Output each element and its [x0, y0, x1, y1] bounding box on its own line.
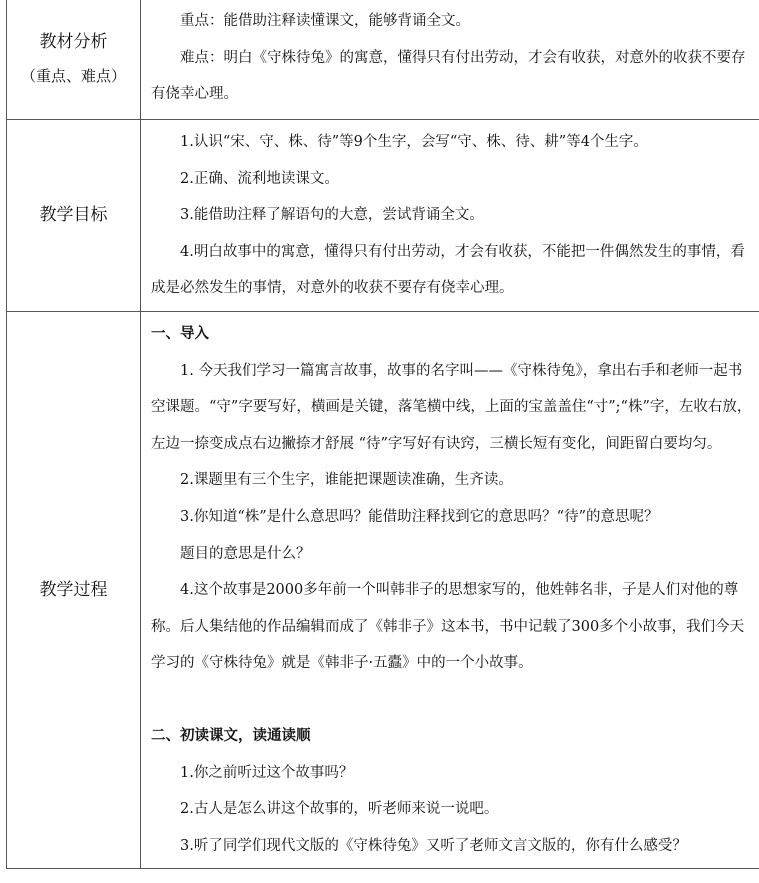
analysis-row	[7, 0, 759, 120]
process-paragraph: 1.你之前听过这个故事吗？	[180, 764, 354, 781]
analysis-label: 教材分析	[39, 32, 108, 52]
process-row	[7, 311, 759, 868]
key-point: 重点：能借助注释读懂课文，能够背诵全文。	[180, 13, 470, 29]
analysis-sublabel: （重点、难点）	[20, 67, 126, 85]
analysis-content	[141, 0, 759, 120]
objective-item: 1.认识“宋、守、株、待”等9个生字，会写“守、株、待、耕”等4个生字。	[180, 134, 648, 150]
process-label-cell	[7, 311, 141, 868]
analysis-label-cell	[7, 0, 141, 120]
process-paragraph: 4.这个故事是2000多年前一个叫韩非子的思想家写的，他姓韩名非，子是人们对他的尊称。后人集结他的作品编辑而成了《韩非子》这本书，书中记载了300多个小故事，我们今天学习的《守株待兔》就是《韩非子·五蠹》中的一个小故事。	[151, 582, 745, 672]
objective-item: 3.能借助注释了解语句的大意，尝试背诵全文。	[180, 207, 484, 224]
process-paragraph: 2.课题里有三个生字，谁能把课题读准确，生齐读。	[180, 472, 513, 489]
process-paragraph: 3.你知道“株”是什么意思吗？能借助注释找到它的意思吗？“待”的意思呢？	[180, 508, 659, 525]
lesson-plan-table	[6, 0, 759, 869]
process-content	[141, 311, 759, 868]
spacer	[151, 682, 753, 718]
process-paragraph: 3.听了同学们现代文版的《守株待兔》又听了老师文言文版的，你有什么感受？	[180, 837, 687, 854]
section-heading-first-reading: 二、初读课文，读通读顺	[151, 726, 311, 744]
objectives-row	[7, 120, 759, 312]
process-paragraph: 2.古人是怎么讲这个故事的，听老师来说一说吧。	[180, 801, 499, 818]
process-label: 教学过程	[39, 580, 108, 601]
difficult-point: 难点：明白《守株待兔》的寓意，懂得只有付出劳动，才会有收获，对意外的收获不要存有侥幸心理。	[151, 49, 746, 103]
objectives-label: 教学目标	[39, 205, 108, 226]
process-paragraph: 1. 今天我们学习一篇寓言故事，故事的名字叫——《守株待兔》，拿出右手和老师一起书空课题。“守”字要写好，横画是关键，落笔横中线，上面的宝盖盖住“寸”;“株”字，左收右放，左边一捺变成点右边撇捺才舒展 “待”字写好有诀窍，三横长短有变化，间距留白要均匀。	[151, 362, 752, 452]
objectives-label-cell	[7, 120, 141, 312]
objectives-content	[141, 120, 759, 312]
section-heading-intro: 一、导入	[151, 324, 209, 342]
objective-item: 4.明白故事中的寓意，懂得只有付出劳动，才会有收获，不能把一件偶然发生的事情，看成是必然发生的事情，对意外的收获不要存有侥幸心理。	[151, 243, 745, 297]
process-paragraph: 题目的意思是什么？	[180, 545, 311, 562]
objective-item: 2.正确、流利地读课文。	[180, 170, 339, 187]
